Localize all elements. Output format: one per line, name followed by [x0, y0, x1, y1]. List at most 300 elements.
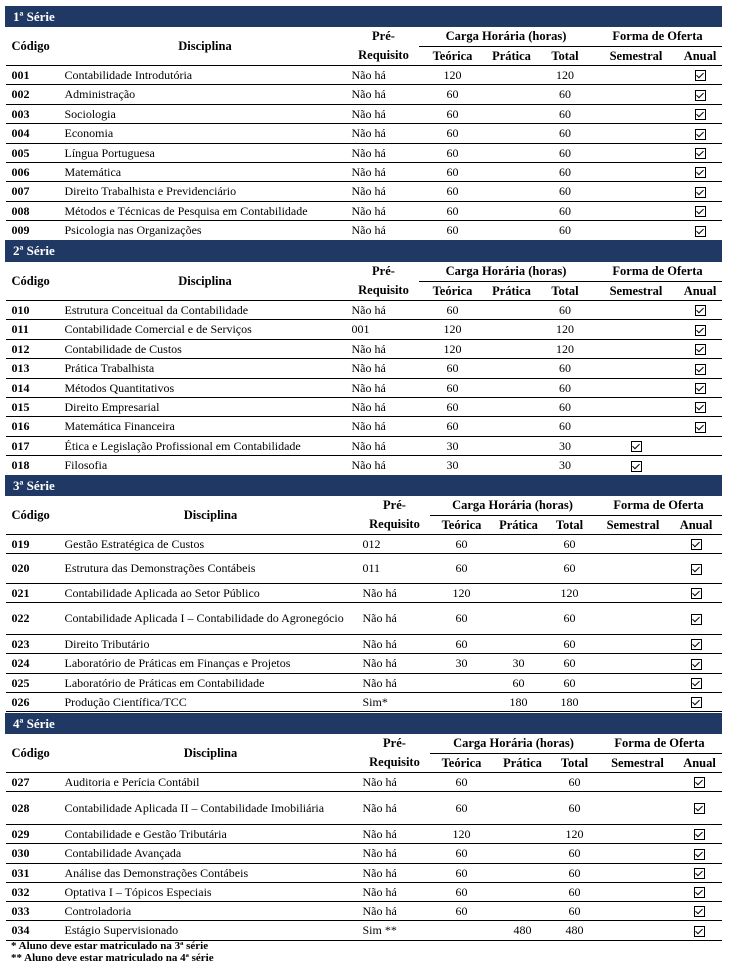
- offer-semestral-cell: [596, 603, 671, 635]
- header-total: Total: [537, 282, 594, 301]
- course-code: 014: [6, 379, 62, 398]
- course-prerequisite: Não há: [360, 584, 430, 603]
- footnote-2: ** Aluno deve estar matriculado na 4ª série: [11, 952, 214, 964]
- course-prerequisite: Não há: [349, 398, 419, 417]
- course-name: Filosofia: [62, 456, 349, 476]
- course-name: Controladoria: [62, 902, 360, 921]
- offer-anual-cell: [679, 417, 722, 437]
- course-name: Contabilidade Avançada: [62, 844, 360, 864]
- hours-teorica: 60: [430, 635, 494, 654]
- hours-teorica: 60: [430, 864, 494, 883]
- table-row: [6, 163, 722, 182]
- series-title: 3ª Série: [6, 476, 722, 496]
- header-pre-requisito-line1: Pré-: [383, 498, 406, 513]
- hours-total: 60: [552, 773, 598, 792]
- hours-pratica: [487, 85, 537, 105]
- header-semestral: Semestral: [594, 47, 679, 66]
- header-pratica: Prática: [494, 754, 552, 773]
- offer-anual-cell: [679, 182, 722, 202]
- course-code: 013: [6, 359, 62, 379]
- offer-anual-cell: [679, 301, 722, 320]
- offer-anual-cell: [679, 398, 722, 417]
- course-name: Optativa I – Tópicos Especiais: [62, 883, 360, 902]
- checkbox-checked-icon: [694, 803, 705, 814]
- course-prerequisite: Não há: [360, 674, 430, 693]
- table-row: [6, 921, 722, 941]
- checkbox-checked-icon: [695, 90, 706, 101]
- checkbox-checked-icon: [631, 461, 642, 472]
- header-pratica: Prática: [487, 47, 537, 66]
- hours-total: 60: [544, 674, 596, 693]
- course-code: 001: [6, 66, 62, 85]
- course-name: Auditoria e Perícia Contábil: [62, 773, 360, 792]
- header-codigo: Código: [6, 734, 62, 773]
- course-prerequisite: Sim **: [360, 921, 430, 941]
- course-code: 004: [6, 124, 62, 144]
- offer-anual-cell: [671, 584, 722, 603]
- hours-pratica: [494, 792, 552, 825]
- header-disciplina: Disciplina: [62, 496, 360, 535]
- hours-total: 120: [537, 66, 594, 85]
- course-prerequisite: Não há: [349, 182, 419, 202]
- offer-semestral-cell: [598, 844, 678, 864]
- hours-pratica: [494, 554, 544, 584]
- checkbox-checked-icon: [695, 70, 706, 81]
- offer-anual-cell: [678, 844, 722, 864]
- hours-total: 180: [544, 693, 596, 712]
- header-teorica: Teórica: [419, 47, 487, 66]
- course-code: 021: [6, 584, 62, 603]
- hours-total: 60: [537, 398, 594, 417]
- hours-teorica: 60: [430, 554, 494, 584]
- checkbox-checked-icon: [694, 926, 705, 937]
- table-row: [6, 825, 722, 844]
- table-row: [6, 359, 722, 379]
- hours-teorica: 60: [419, 359, 487, 379]
- course-name: Contabilidade Comercial e de Serviços: [62, 320, 349, 340]
- checkbox-checked-icon: [695, 402, 706, 413]
- table-row: [6, 398, 722, 417]
- offer-semestral-cell: [596, 654, 671, 674]
- checkbox-checked-icon: [695, 305, 706, 316]
- hours-total: 480: [552, 921, 598, 941]
- course-code: 011: [6, 320, 62, 340]
- offer-semestral-cell: [598, 825, 678, 844]
- course-code: 020: [6, 554, 62, 584]
- offer-anual-cell: [679, 320, 722, 340]
- header-pratica: Prática: [494, 516, 544, 535]
- course-name: Contabilidade Aplicada II – Contabilidade Imobiliária: [62, 792, 360, 825]
- course-code: 029: [6, 825, 62, 844]
- course-code: 025: [6, 674, 62, 693]
- hours-teorica: 60: [419, 105, 487, 124]
- table-row: [6, 792, 722, 825]
- hours-teorica: 120: [430, 825, 494, 844]
- hours-pratica: [487, 124, 537, 144]
- offer-anual-cell: [679, 456, 722, 476]
- offer-semestral-cell: [594, 437, 679, 456]
- hours-teorica: 120: [430, 584, 494, 603]
- table-row: [6, 202, 722, 221]
- checkbox-checked-icon: [695, 325, 706, 336]
- course-prerequisite: Não há: [349, 379, 419, 398]
- hours-pratica: [487, 163, 537, 182]
- checkbox-checked-icon: [691, 588, 702, 599]
- course-code: 026: [6, 693, 62, 712]
- offer-semestral-cell: [594, 398, 679, 417]
- offer-semestral-cell: [594, 163, 679, 182]
- header-codigo: Código: [6, 496, 62, 535]
- offer-semestral-cell: [594, 379, 679, 398]
- checkbox-checked-icon: [691, 659, 702, 670]
- header-carga-horaria: Carga Horária (horas): [430, 734, 598, 754]
- course-name: Matemática: [62, 163, 349, 182]
- offer-anual-cell: [679, 144, 722, 163]
- hours-teorica: 60: [419, 182, 487, 202]
- table-row: [6, 182, 722, 202]
- checkbox-checked-icon: [694, 849, 705, 860]
- course-name: Laboratório de Práticas em Finanças e Projetos: [62, 654, 360, 674]
- offer-semestral-cell: [594, 221, 679, 241]
- offer-anual-cell: [679, 340, 722, 359]
- table-row: [6, 773, 722, 792]
- course-name: Administração: [62, 85, 349, 105]
- checkbox-checked-icon: [694, 868, 705, 879]
- offer-semestral-cell: [594, 85, 679, 105]
- course-name: Língua Portuguesa: [62, 144, 349, 163]
- header-pre-requisito-line1: Pré-: [383, 736, 406, 751]
- checkbox-checked-icon: [691, 639, 702, 650]
- header-disciplina: Disciplina: [62, 27, 349, 66]
- course-code: 017: [6, 437, 62, 456]
- header-pre-requisito-line1: Pré-: [372, 29, 395, 44]
- table-row: [6, 221, 722, 241]
- hours-teorica: [430, 693, 494, 712]
- header-forma-oferta: Forma de Oferta: [594, 27, 722, 47]
- course-name: Contabilidade Aplicada I – Contabilidade do Agronegócio: [62, 603, 360, 635]
- offer-anual-cell: [678, 864, 722, 883]
- offer-semestral-cell: [596, 554, 671, 584]
- offer-anual-cell: [679, 379, 722, 398]
- checkbox-checked-icon: [691, 678, 702, 689]
- hours-teorica: 120: [419, 340, 487, 359]
- course-prerequisite: Não há: [349, 221, 419, 241]
- hours-total: 60: [537, 379, 594, 398]
- table-row: [6, 456, 722, 476]
- header-carga-horaria: Carga Horária (horas): [419, 262, 594, 282]
- offer-anual-cell: [671, 654, 722, 674]
- hours-pratica: [494, 902, 552, 921]
- header-total: Total: [544, 516, 596, 535]
- course-name: Sociologia: [62, 105, 349, 124]
- hours-total: 60: [537, 144, 594, 163]
- hours-teorica: [430, 674, 494, 693]
- offer-anual-cell: [679, 163, 722, 182]
- course-prerequisite: Não há: [349, 202, 419, 221]
- offer-anual-cell: [678, 825, 722, 844]
- table-row: [6, 693, 722, 712]
- hours-total: 60: [552, 844, 598, 864]
- hours-pratica: [487, 456, 537, 476]
- checkbox-checked-icon: [695, 187, 706, 198]
- course-name: Contabilidade e Gestão Tributária: [62, 825, 360, 844]
- course-code: 018: [6, 456, 62, 476]
- table-row: [6, 105, 722, 124]
- hours-total: 60: [537, 124, 594, 144]
- hours-total: 60: [537, 221, 594, 241]
- hours-total: 60: [552, 883, 598, 902]
- hours-teorica: 60: [419, 124, 487, 144]
- course-code: 008: [6, 202, 62, 221]
- course-prerequisite: Não há: [360, 825, 430, 844]
- course-name: Métodos e Técnicas de Pesquisa em Contabilidade: [62, 202, 349, 221]
- offer-semestral-cell: [594, 417, 679, 437]
- table-row: [6, 144, 722, 163]
- offer-semestral-cell: [594, 301, 679, 320]
- checkbox-checked-icon: [695, 167, 706, 178]
- checkbox-checked-icon: [691, 614, 702, 625]
- course-code: 028: [6, 792, 62, 825]
- hours-total: 120: [544, 584, 596, 603]
- hours-pratica: [487, 202, 537, 221]
- course-prerequisite: Não há: [360, 654, 430, 674]
- offer-anual-cell: [679, 124, 722, 144]
- hours-teorica: 60: [419, 301, 487, 320]
- hours-pratica: [487, 417, 537, 437]
- header-pre-requisito-line2: Requisito: [349, 47, 419, 66]
- hours-teorica: 60: [419, 398, 487, 417]
- hours-pratica: [487, 144, 537, 163]
- hours-teorica: 120: [419, 66, 487, 85]
- header-pre-requisito-line2: Requisito: [360, 754, 430, 773]
- table-row: [6, 437, 722, 456]
- course-prerequisite: Não há: [349, 456, 419, 476]
- hours-total: 30: [537, 456, 594, 476]
- course-code: 003: [6, 105, 62, 124]
- hours-total: 60: [537, 301, 594, 320]
- hours-teorica: 60: [419, 417, 487, 437]
- offer-anual-cell: [671, 535, 722, 554]
- course-code: 022: [6, 603, 62, 635]
- offer-anual-cell: [679, 202, 722, 221]
- hours-teorica: 120: [419, 320, 487, 340]
- footnote-1: * Aluno deve estar matriculado na 3ª série: [11, 940, 209, 952]
- hours-total: 60: [544, 603, 596, 635]
- course-prerequisite: Sim*: [360, 693, 430, 712]
- hours-total: 60: [544, 654, 596, 674]
- course-name: Contabilidade de Custos: [62, 340, 349, 359]
- table-row: [6, 674, 722, 693]
- course-name: Psicologia nas Organizações: [62, 221, 349, 241]
- course-code: 006: [6, 163, 62, 182]
- course-name: Laboratório de Práticas em Contabilidade: [62, 674, 360, 693]
- header-anual: Anual: [679, 282, 722, 301]
- course-code: 032: [6, 883, 62, 902]
- course-prerequisite: Não há: [349, 124, 419, 144]
- header-forma-oferta: Forma de Oferta: [598, 734, 722, 754]
- offer-semestral-cell: [594, 182, 679, 202]
- offer-semestral-cell: [594, 340, 679, 359]
- series-table-2: [5, 240, 722, 476]
- table-row: [6, 85, 722, 105]
- course-code: 007: [6, 182, 62, 202]
- hours-pratica: [487, 379, 537, 398]
- table-row: [6, 635, 722, 654]
- course-prerequisite: Não há: [349, 163, 419, 182]
- table-row: [6, 554, 722, 584]
- course-name: Análise das Demonstrações Contábeis: [62, 864, 360, 883]
- offer-anual-cell: [671, 693, 722, 712]
- hours-teorica: 60: [430, 535, 494, 554]
- footnotes: [11, 940, 214, 964]
- course-prerequisite: 001: [349, 320, 419, 340]
- offer-semestral-cell: [594, 202, 679, 221]
- hours-total: 60: [544, 554, 596, 584]
- table-row: [6, 864, 722, 883]
- course-prerequisite: Não há: [360, 864, 430, 883]
- hours-teorica: 60: [430, 902, 494, 921]
- course-prerequisite: Não há: [349, 301, 419, 320]
- hours-total: 60: [537, 105, 594, 124]
- offer-semestral-cell: [596, 693, 671, 712]
- offer-semestral-cell: [594, 124, 679, 144]
- hours-teorica: 60: [419, 85, 487, 105]
- series-title: 4ª Série: [6, 714, 722, 734]
- offer-semestral-cell: [596, 674, 671, 693]
- checkbox-checked-icon: [694, 777, 705, 788]
- table-row: [6, 535, 722, 554]
- course-name: Direito Tributário: [62, 635, 360, 654]
- header-forma-oferta: Forma de Oferta: [594, 262, 722, 282]
- checkbox-checked-icon: [694, 887, 705, 898]
- course-prerequisite: Não há: [360, 902, 430, 921]
- course-name: Contabilidade Introdutória: [62, 66, 349, 85]
- hours-teorica: 60: [419, 144, 487, 163]
- offer-semestral-cell: [594, 320, 679, 340]
- hours-teorica: 30: [419, 437, 487, 456]
- offer-semestral-cell: [598, 883, 678, 902]
- table-row: [6, 66, 722, 85]
- hours-pratica: [487, 320, 537, 340]
- header-codigo: Código: [6, 27, 62, 66]
- offer-anual-cell: [678, 883, 722, 902]
- hours-pratica: [487, 221, 537, 241]
- checkbox-checked-icon: [695, 148, 706, 159]
- header-semestral: Semestral: [594, 282, 679, 301]
- course-code: 005: [6, 144, 62, 163]
- course-name: Direito Trabalhista e Previdenciário: [62, 182, 349, 202]
- table-row: [6, 124, 722, 144]
- course-name: Produção Científica/TCC: [62, 693, 360, 712]
- hours-pratica: [487, 105, 537, 124]
- hours-pratica: 480: [494, 921, 552, 941]
- course-prerequisite: Não há: [360, 773, 430, 792]
- hours-teorica: 60: [430, 773, 494, 792]
- hours-total: 60: [537, 359, 594, 379]
- table-row: [6, 883, 722, 902]
- checkbox-checked-icon: [694, 906, 705, 917]
- hours-teorica: 60: [430, 792, 494, 825]
- hours-teorica: 60: [419, 163, 487, 182]
- offer-semestral-cell: [594, 144, 679, 163]
- course-prerequisite: Não há: [349, 66, 419, 85]
- offer-semestral-cell: [598, 921, 678, 941]
- checkbox-checked-icon: [691, 697, 702, 708]
- hours-teorica: 60: [419, 221, 487, 241]
- course-prerequisite: Não há: [360, 603, 430, 635]
- header-teorica: Teórica: [430, 516, 494, 535]
- hours-pratica: [487, 340, 537, 359]
- offer-anual-cell: [679, 66, 722, 85]
- course-name: Matemática Financeira: [62, 417, 349, 437]
- checkbox-checked-icon: [695, 364, 706, 375]
- hours-pratica: [494, 825, 552, 844]
- checkbox-checked-icon: [691, 564, 702, 575]
- header-disciplina: Disciplina: [62, 734, 360, 773]
- series-table-4: [5, 713, 722, 941]
- course-prerequisite: Não há: [360, 883, 430, 902]
- header-teorica: Teórica: [430, 754, 494, 773]
- series-title: 1ª Série: [6, 7, 722, 27]
- hours-pratica: [487, 301, 537, 320]
- offer-semestral-cell: [598, 864, 678, 883]
- offer-semestral-cell: [596, 635, 671, 654]
- header-anual: Anual: [678, 754, 722, 773]
- offer-semestral-cell: [594, 105, 679, 124]
- course-name: Ética e Legislação Profissional em Contabilidade: [62, 437, 349, 456]
- hours-total: 30: [537, 437, 594, 456]
- table-row: [6, 379, 722, 398]
- course-name: Métodos Quantitativos: [62, 379, 349, 398]
- course-code: 027: [6, 773, 62, 792]
- course-name: Estágio Supervisionado: [62, 921, 360, 941]
- hours-total: 60: [552, 864, 598, 883]
- hours-total: 60: [537, 417, 594, 437]
- course-prerequisite: Não há: [360, 844, 430, 864]
- offer-semestral-cell: [598, 792, 678, 825]
- hours-teorica: 30: [419, 456, 487, 476]
- header-total: Total: [537, 47, 594, 66]
- table-row: [6, 301, 722, 320]
- course-prerequisite: Não há: [349, 144, 419, 163]
- series-table-1: [5, 6, 722, 241]
- offer-anual-cell: [679, 85, 722, 105]
- course-prerequisite: 012: [360, 535, 430, 554]
- hours-total: 60: [537, 182, 594, 202]
- offer-anual-cell: [678, 921, 722, 941]
- course-prerequisite: Não há: [360, 635, 430, 654]
- table-row: [6, 417, 722, 437]
- table-row: [6, 844, 722, 864]
- hours-pratica: [487, 437, 537, 456]
- course-code: 033: [6, 902, 62, 921]
- checkbox-checked-icon: [695, 422, 706, 433]
- header-pre-requisito-line2: Requisito: [360, 516, 430, 535]
- hours-teorica: 60: [419, 379, 487, 398]
- course-prerequisite: Não há: [349, 359, 419, 379]
- hours-pratica: [494, 864, 552, 883]
- hours-pratica: [494, 535, 544, 554]
- hours-pratica: [494, 883, 552, 902]
- hours-total: 120: [552, 825, 598, 844]
- table-row: [6, 584, 722, 603]
- course-code: 034: [6, 921, 62, 941]
- course-code: 015: [6, 398, 62, 417]
- hours-total: 60: [544, 535, 596, 554]
- offer-semestral-cell: [596, 584, 671, 603]
- offer-anual-cell: [671, 674, 722, 693]
- course-name: Estrutura Conceitual da Contabilidade: [62, 301, 349, 320]
